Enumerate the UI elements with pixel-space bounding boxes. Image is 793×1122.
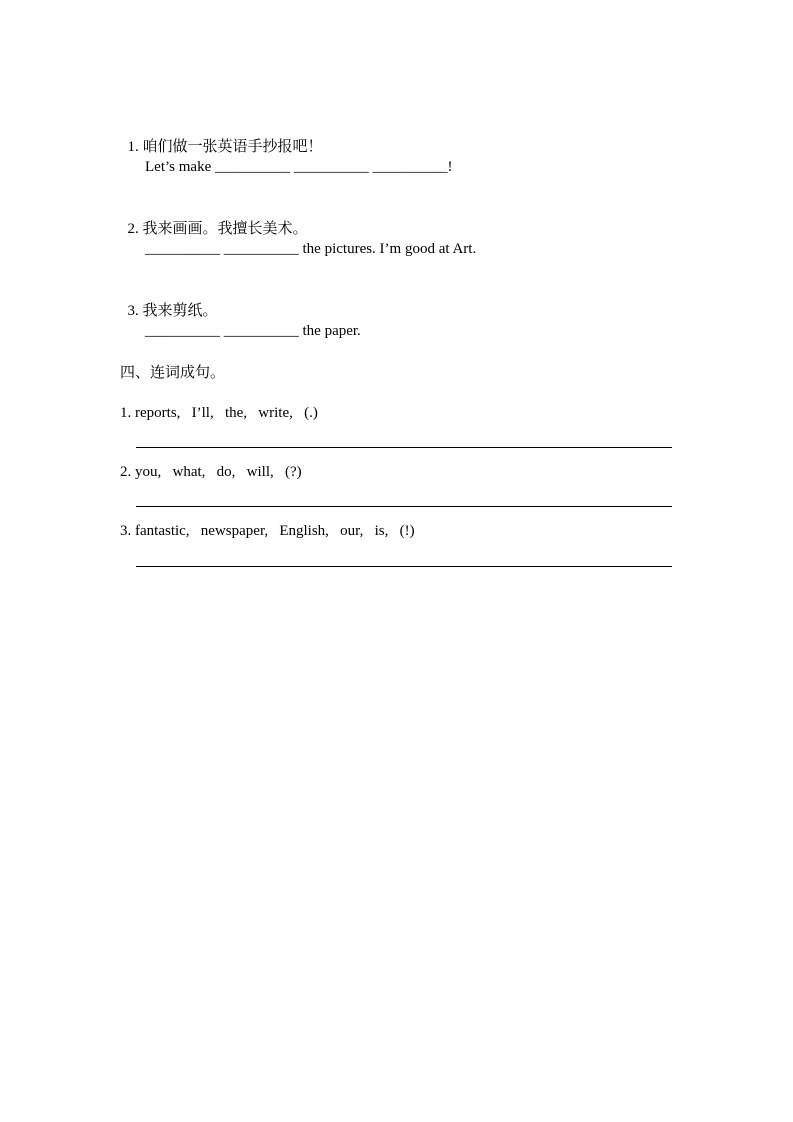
question-2 [120,198,308,239]
answer-line-1: Let’s make __________ __________ __________! [145,159,453,175]
question-chinese: 我来画画。我擅长美术。 [142,219,308,237]
question-number: 1. [127,139,143,155]
answer-blank-line [136,566,672,567]
word-order-item-2: 2. you, what, do, will, (?) [120,464,302,480]
question-number: 2. [127,221,143,237]
question-3 [120,280,218,321]
question-number: 3. [127,303,143,319]
answer-blank-line [136,506,672,507]
word-order-item-3: 3. fantastic, newspaper, English, our, is, (!) [120,523,415,539]
question-1 [120,116,323,157]
question-chinese: 我来剪纸。 [142,301,218,319]
word-order-item-1: 1. reports, I’ll, the, write, (.) [120,405,318,421]
section-title: 四、连词成句。 [120,363,226,381]
answer-line-2: __________ __________ the pictures. I’m good at Art. [145,241,477,257]
answer-line-3: __________ __________ the paper. [145,323,361,339]
question-chinese: 咱们做一张英语手抄报吧！ [142,137,323,155]
answer-blank-line [136,447,672,448]
